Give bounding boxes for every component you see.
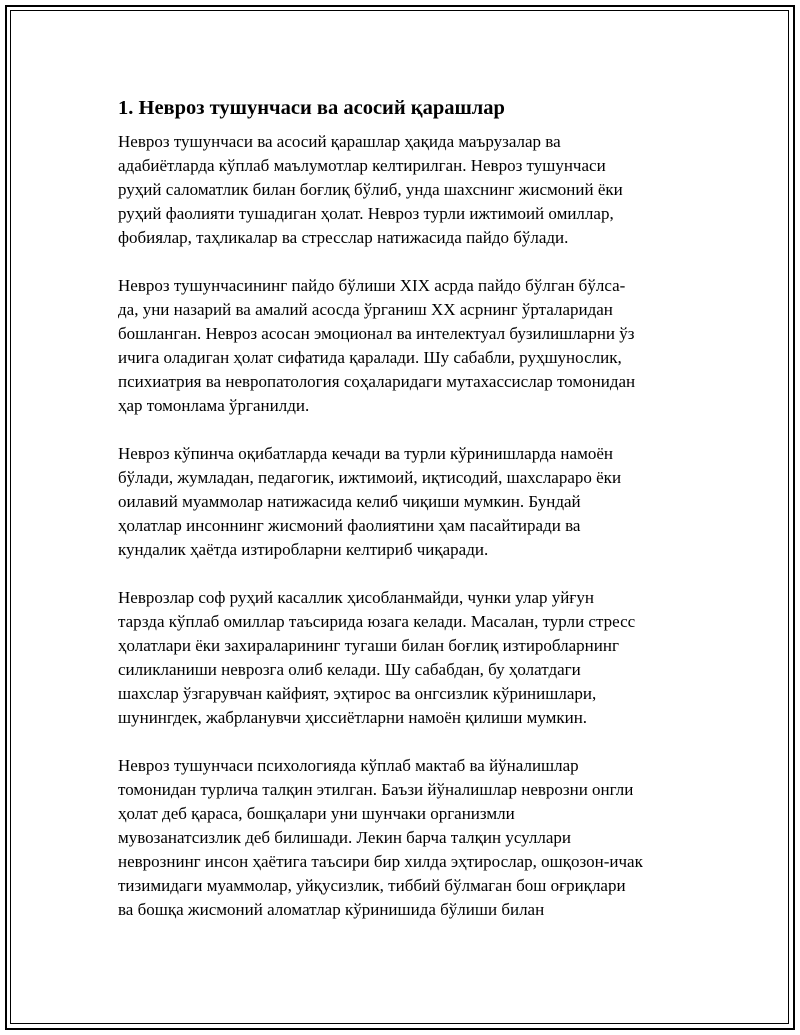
paragraph-line: фобиялар, таҳликалар ва стресслар натижасида пайдо бўлади. bbox=[118, 228, 569, 247]
paragraph-line: бўлади, жумладан, педагогик, ижтимоий, иқтисодий, шахслараро ёки bbox=[118, 468, 622, 487]
paragraph-4 bbox=[118, 586, 688, 730]
paragraph-line: Невроз тушунчаси ва асосий қарашлар ҳақида маърузалар ва bbox=[118, 132, 561, 151]
paragraph-line: ҳолатлар инсоннинг жисмоний фаолиятини ҳам пасайтиради ва bbox=[118, 516, 581, 535]
paragraph-line: силиклaниши неврозга олиб келади. Шу сабабдан, бу ҳолатдаги bbox=[118, 660, 581, 679]
paragraph-line: руҳий фаолияти тушадиган ҳолат. Невроз турли ижтимоий омиллар, bbox=[118, 204, 614, 223]
paragraph-line: кундалик ҳаётда изтиробларни келтириб чиқаради. bbox=[118, 540, 489, 559]
paragraph-line: бошланган. Невроз асосан эмоционал ва интелектуал бузилишларни ўз bbox=[118, 324, 635, 343]
paragraph-line: руҳий саломатлик билан боғлиқ бўлиб, унда шахснинг жисмоний ёки bbox=[118, 180, 623, 199]
paragraph-line: шахслар ўзгарувчан кайфият, эҳтирос ва онгсизлик кўринишлари, bbox=[118, 684, 597, 703]
paragraph-line: шунингдек, жабрланувчи ҳиссиётларни намоён қилиши мумкин. bbox=[118, 708, 588, 727]
paragraph-5 bbox=[118, 754, 688, 922]
paragraph-line: ҳолатлари ёки захираларининг тугаши билан боғлиқ изтиробларнинг bbox=[118, 636, 619, 655]
paragraph-line: томонидан турлича талқин этилган. Баъзи йўналишлар неврозни онгли bbox=[118, 780, 634, 799]
section-heading: 1. Невроз тушунчаси ва асосий қарашлар bbox=[118, 97, 505, 119]
paragraph-line: психиатрия ва невропатология соҳаларидаги мутахассислар томонидан bbox=[118, 372, 636, 391]
paragraph-line: тарзда кўплаб омиллар таъсирида юзага келади. Масалан, турли стресс bbox=[118, 612, 636, 631]
paragraph-line: ичига оладиган ҳолат сифатида қаралади. Шу сабабли, руҳшунослик, bbox=[118, 348, 622, 367]
paragraph-line: ва бошқа жисмоний аломатлар кўринишида бўлиши билан bbox=[118, 900, 545, 919]
paragraph-line: да, уни назарий ва амалий асосда ўрганиш XX асрнинг ўрталаридан bbox=[118, 300, 613, 319]
paragraph-line: Невроз тушунчасининг пайдо бўлиши XIX асрда пайдо бўлган бўлса- bbox=[118, 276, 626, 295]
paragraph-line: адабиётларда кўплаб маълумотлар келтирилган. Невроз тушунчаси bbox=[118, 156, 606, 175]
paragraph-1 bbox=[118, 130, 688, 250]
paragraph-line: ҳолат деб қараса, бошқалари уни шунчаки организмли bbox=[118, 804, 515, 823]
paragraph-line: тизимидаги муаммолар, уйқусизлик, тиббий бўлмаган бош оғриқлари bbox=[118, 876, 626, 895]
document-body bbox=[118, 92, 688, 946]
paragraph-line: мувозанатсизлик деб билишади. Лекин барча талқин усуллари bbox=[118, 828, 572, 847]
paragraph-line: Невроз тушунчаси психологияда кўплаб мактаб ва йўналишлар bbox=[118, 756, 579, 775]
paragraph-line: оилавий муаммолар натижасида келиб чиқиши мумкин. Бундай bbox=[118, 492, 581, 511]
paragraph-line: неврознинг инсон ҳаётига таъсири бир хилда эҳтирослар, ошқозон-ичак bbox=[118, 852, 643, 871]
paragraph-2 bbox=[118, 274, 688, 418]
paragraph-line: Невроз кўпинча оқибатларда кечади ва турли кўринишларда намоён bbox=[118, 444, 613, 463]
paragraph-line: Неврозлар соф руҳий касаллик ҳисобланмайди, чунки улар уйғун bbox=[118, 588, 594, 607]
paragraph-3 bbox=[118, 442, 688, 562]
paragraph-line: ҳар томонлама ўрганилди. bbox=[118, 396, 310, 415]
